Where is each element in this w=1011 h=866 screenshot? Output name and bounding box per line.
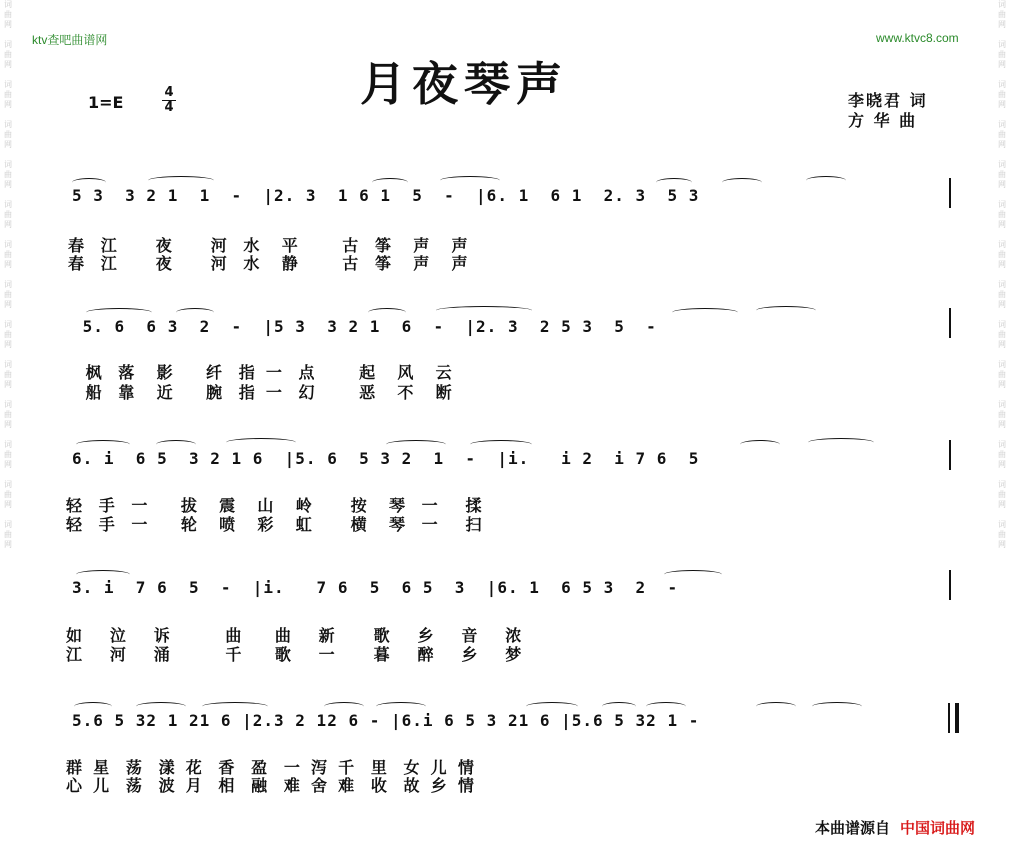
lyric-row-2-verse-2: 船 靠 近 腕 指 一 幻 恶 不 断 — [80, 383, 452, 402]
lyric-row-1-verse-1: 春 江 夜 河 水 平 古 筝 声 声 — [68, 236, 468, 255]
lyric-row-2-verse-1: 枫 落 影 纤 指 一 点 起 风 云 — [80, 363, 452, 382]
barline-row-3-end — [949, 440, 951, 470]
slur — [602, 702, 636, 711]
notation-row-5: 5.6 5 32 1 21 6 |2.3 2 12 6 - |6.i 6 5 3 21 6 |5.6 5 32 1 - — [72, 711, 700, 730]
key-signature: 1=E — [88, 93, 124, 112]
slur — [148, 176, 214, 185]
slur — [372, 178, 408, 187]
source-label: 本曲谱源自 — [814, 819, 890, 837]
lyric-row-1-verse-2: 春 江 夜 河 水 静 古 筝 声 声 — [68, 254, 468, 273]
notation-row-4: 3. i 7 6 5 - |i. 7 6 5 6 5 3 |6. 1 6 5 3 2 - — [72, 578, 679, 597]
lyricist: 李晓君 词 — [848, 91, 928, 110]
source-site-link[interactable]: 中国词曲网 — [899, 819, 975, 837]
lyric-row-4-verse-2: 江 河 涌 千 歌 一 暮 醉 乡 梦 — [66, 645, 522, 664]
slur — [808, 438, 874, 447]
slur — [646, 702, 686, 711]
slur — [672, 308, 738, 317]
slur — [806, 176, 846, 185]
slur — [376, 702, 426, 711]
slur — [368, 308, 406, 317]
song-title: 月夜琴声 — [360, 57, 568, 111]
slur — [656, 178, 692, 187]
slur — [176, 308, 214, 317]
slur — [226, 438, 296, 447]
slur — [72, 178, 106, 187]
notation-row-3: 6. i 6 5 3 2 1 6 |5. 6 5 3 2 1 - |i. i 2 i 7 6 5 — [72, 449, 700, 468]
slur — [756, 306, 816, 315]
slur — [202, 702, 268, 711]
watermark-right: 词 曲 网 词 曲 网 词 曲 网 词 曲 网 词 曲 网 词 曲 网 词 曲 网 词 曲 网 词 曲 网 词 曲 网 词 曲 网 词 曲 网 词 曲 网 词 曲 网 — [998, 0, 1006, 549]
meter-bottom: 4 — [162, 100, 176, 115]
slur — [756, 702, 796, 711]
watermark-left: 词 曲 网 词 曲 网 词 曲 网 词 曲 网 词 曲 网 词 曲 网 词 曲 网 词 曲 网 词 曲 网 词 曲 网 词 曲 网 词 曲 网 词 曲 网 词 曲 网 — [4, 0, 12, 549]
barline-row-2-end — [949, 308, 951, 338]
barline-row-4-end — [949, 570, 951, 600]
slur — [136, 702, 186, 711]
composer: 方 华 曲 — [848, 111, 918, 130]
slur — [470, 440, 532, 449]
final-barline-thick — [955, 703, 959, 733]
slur — [86, 308, 152, 317]
slur — [664, 570, 722, 579]
slur — [722, 178, 762, 187]
lyric-row-5-verse-1: 群 星 荡 漾 花 香 盈 一 泻 千 里 女 儿 情 — [66, 758, 474, 777]
barline-row-1-end — [949, 178, 951, 208]
notation-row-2: 5. 6 6 3 2 - |5 3 3 2 1 6 - |2. 3 2 5 3 5 - — [72, 317, 657, 336]
slur — [440, 176, 500, 185]
slur — [436, 306, 532, 315]
lyric-row-3-verse-1: 轻 手 一 拔 震 山 岭 按 琴 一 揉 — [66, 496, 482, 515]
slur — [526, 702, 578, 711]
slur — [76, 440, 130, 449]
slur — [386, 440, 446, 449]
site-name-left[interactable]: ktv查吧曲谱网 — [32, 33, 108, 47]
lyric-row-3-verse-2: 轻 手 一 轮 喷 彩 虹 横 琴 一 扫 — [66, 515, 482, 534]
notation-row-1: 5 3 3 2 1 1 - |2. 3 1 6 1 5 - |6. 1 6 1 2. 3 5 3 — [72, 186, 700, 205]
slur — [740, 440, 780, 449]
lyric-row-4-verse-1: 如 泣 诉 曲 曲 新 歌 乡 音 浓 — [66, 626, 522, 645]
site-url-right[interactable]: www.ktvc8.com — [876, 31, 959, 45]
slur — [74, 702, 112, 711]
slur — [812, 702, 862, 711]
slur — [76, 570, 130, 579]
source-credit — [815, 817, 975, 838]
time-signature — [162, 86, 176, 115]
slur — [324, 702, 364, 711]
final-barline-thin — [948, 703, 950, 733]
lyric-row-5-verse-2: 心 儿 荡 波 月 相 融 难 舍 难 收 故 乡 情 — [66, 776, 474, 795]
meter-top: 4 — [164, 85, 174, 100]
slur — [156, 440, 196, 449]
